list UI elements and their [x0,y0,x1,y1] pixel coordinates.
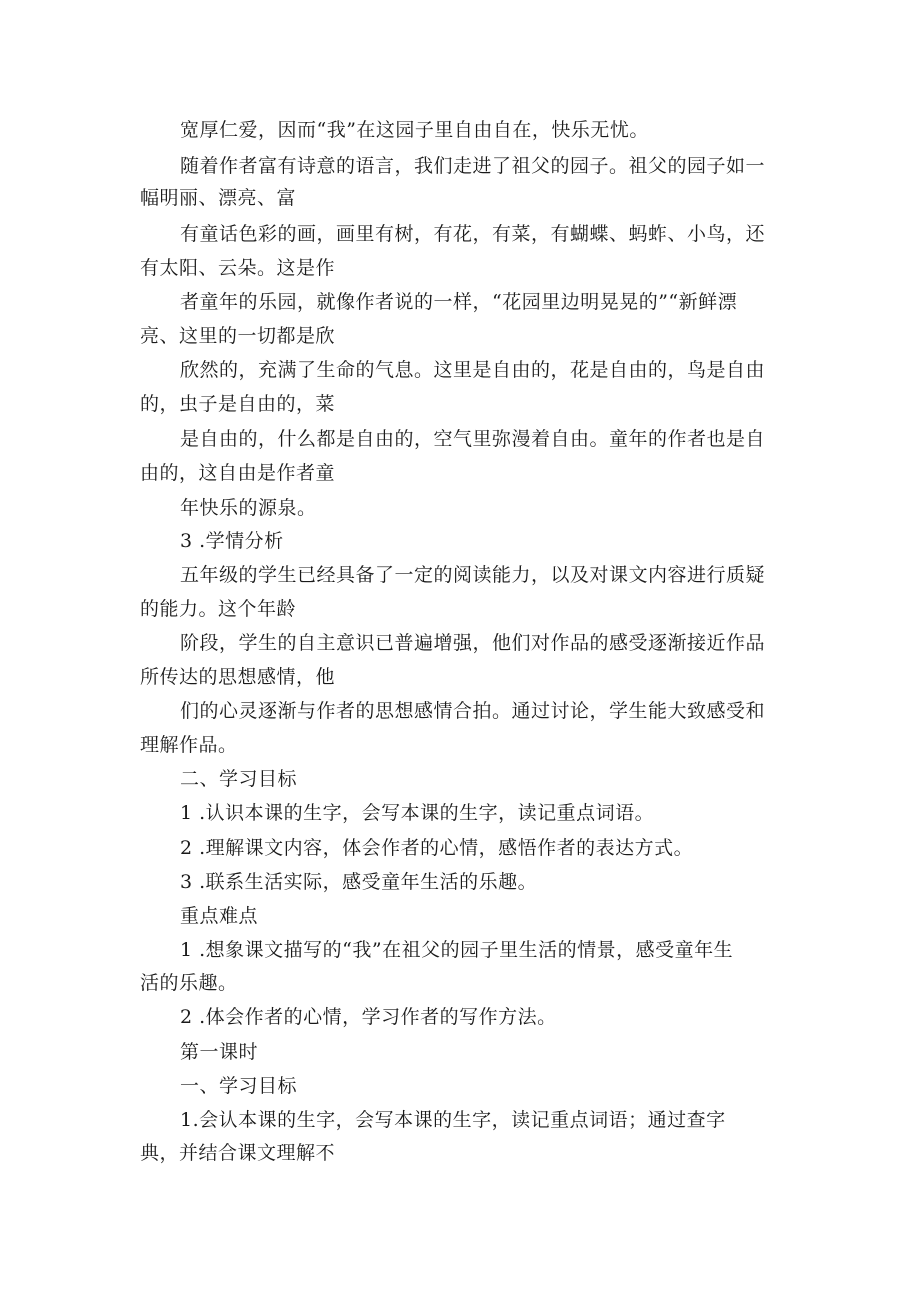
paragraph-line: 们的心灵逐渐与作者的思想感情合拍。通过讨论，学生能大致感受和 [180,700,766,722]
paragraph-line: 的能力。这个年龄 [140,598,297,620]
section-heading: 一、学习目标 [180,1075,298,1097]
paragraph-line: 者童年的乐园，就像作者说的一样，“花园里边明晃晃的”“新鲜漂 [180,291,738,313]
paragraph-line: 随着作者富有诗意的语言，我们走进了祖父的园子。祖父的园子如一 [180,155,766,177]
section-heading: 二、学习目标 [180,768,298,790]
list-item: 1 .认识本课的生字，会写本课的生字，读记重点词语。 [180,802,655,824]
paragraph-line: 年快乐的源泉。 [180,497,317,519]
section-heading: 3 .学情分析 [180,530,284,552]
list-item: 3 .联系生活实际，感受童年生活的乐趣。 [180,871,538,893]
paragraph-line: 是自由的，什么都是自由的，空气里弥漫着自由。童年的作者也是自 [180,428,766,450]
paragraph-line: 有太阳、云朵。这是作 [140,257,336,279]
paragraph-line: 理解作品。 [140,734,238,756]
paragraph-line: 由的，这自由是作者童 [140,462,336,484]
paragraph-line: 所传达的思想感情，他 [140,666,336,688]
section-heading: 重点难点 [180,905,259,927]
paragraph-line: 有童话色彩的画，画里有树，有花，有菜，有蝴蝶、蚂蚱、小鸟，还 [180,223,766,245]
list-item: 2 .理解课文内容，体会作者的心情，感悟作者的表达方式。 [180,837,694,859]
paragraph-line: 亮、这里的一切都是欣 [140,325,336,347]
list-item: 1.会认本课的生字，会写本课的生字，读记重点词语；通过查字 [180,1109,726,1131]
list-item-continuation: 活的乐趣。 [140,972,238,994]
list-item: 1 .想象课文描写的“我”在祖父的园子里生活的情景，感受童年生 [180,939,734,961]
paragraph-line: 的，虫子是自由的，菜 [140,393,336,415]
paragraph-line: 欣然的，充满了生命的气息。这里是自由的，花是自由的，鸟是自由 [180,359,766,381]
paragraph-line: 五年级的学生已经具备了一定的阅读能力，以及对课文内容进行质疑 [180,564,766,586]
list-item-continuation: 典，并结合课文理解不 [140,1142,336,1164]
section-heading: 第一课时 [180,1041,259,1063]
paragraph-line: 幅明丽、漂亮、富 [140,187,297,209]
paragraph-line: 阶段，学生的自主意识已普遍增强，他们对作品的感受逐渐接近作品 [180,632,766,654]
paragraph-line: 宽厚仁爱，因而“我”在这园子里自由自在，快乐无忧。 [180,119,649,141]
list-item: 2 .体会作者的心情，学习作者的写作方法。 [180,1006,557,1028]
